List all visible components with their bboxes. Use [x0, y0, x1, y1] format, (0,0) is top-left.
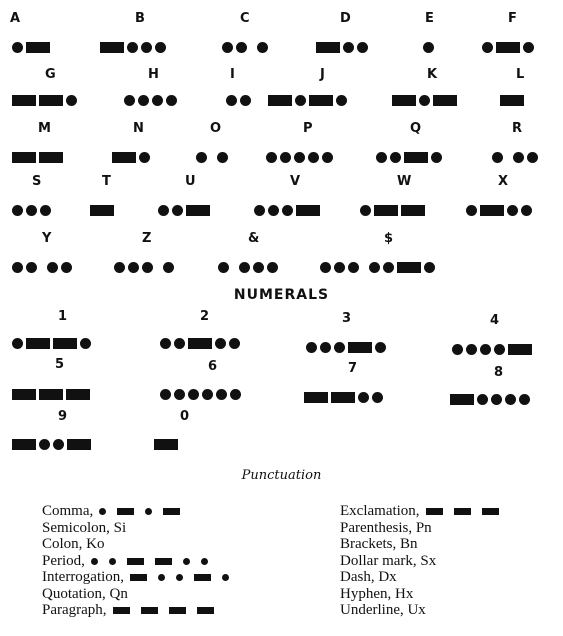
morse-dot: [423, 42, 434, 53]
morse-dot: [61, 262, 72, 273]
numeral-label: 8: [494, 365, 504, 380]
morse-dash: [500, 95, 524, 106]
morse-dash: [66, 389, 90, 400]
morse-dot: [523, 42, 534, 53]
morse-dot: [222, 574, 229, 581]
morse-dot: [26, 262, 37, 273]
morse-dot: [142, 262, 153, 273]
letter-code: [112, 150, 153, 164]
letter-label: Q: [410, 121, 422, 136]
morse-dot: [40, 205, 51, 216]
numeral-label: 6: [208, 359, 218, 374]
morse-dot: [217, 152, 228, 163]
punctuation-row: [340, 570, 397, 585]
morse-dot: [114, 262, 125, 273]
punctuation-label: Parenthesis, Pn: [340, 519, 432, 536]
morse-dot: [334, 262, 345, 273]
morse-dot: [390, 152, 401, 163]
punctuation-label: Semicolon, Si: [42, 519, 127, 536]
letter-label: G: [45, 67, 56, 82]
punctuation-row: [340, 521, 432, 536]
punctuation-label: Interrogation,: [42, 569, 125, 585]
punctuation-label: Underline, Ux: [340, 602, 426, 618]
punctuation-row: [340, 587, 413, 602]
morse-dot: [47, 262, 58, 273]
letter-label: M: [38, 121, 51, 136]
morse-dot: [188, 389, 199, 400]
punctuation-label: Quotation, Qn: [42, 585, 128, 602]
letter-label: R: [512, 121, 523, 136]
punctuation-label: Dash, Dx: [340, 569, 397, 585]
letter-code: [423, 40, 437, 54]
morse-dash: [100, 42, 124, 53]
letter-label: S: [32, 174, 42, 189]
morse-dot: [505, 394, 516, 405]
letter-code: [12, 203, 54, 217]
morse-dash: [348, 342, 372, 353]
morse-dot: [527, 152, 538, 163]
numeral-code: [160, 336, 243, 350]
morse-dot: [466, 205, 477, 216]
morse-dot: [266, 152, 277, 163]
morse-dash: [304, 392, 328, 403]
morse-dash: [39, 152, 63, 163]
morse-dot: [145, 508, 152, 515]
morse-dot: [80, 338, 91, 349]
morse-dot: [222, 42, 233, 53]
punctuation-row: [42, 570, 234, 585]
morse-dot: [138, 95, 149, 106]
morse-dash: [194, 574, 211, 581]
punctuation-code: [91, 558, 213, 565]
letter-code: [320, 260, 438, 274]
numeral-label: 4: [490, 313, 500, 328]
morse-dash: [482, 508, 499, 515]
morse-dot: [507, 205, 518, 216]
morse-dot: [172, 205, 183, 216]
morse-dot: [348, 262, 359, 273]
morse-dash: [296, 205, 320, 216]
morse-dot: [336, 95, 347, 106]
letter-label: K: [427, 67, 438, 82]
letter-label: $: [384, 231, 394, 246]
letter-label: J: [320, 67, 325, 82]
letter-code: [268, 93, 350, 107]
morse-dot: [376, 152, 387, 163]
punctuation-row: [42, 554, 213, 569]
morse-dash: [454, 508, 471, 515]
punctuation-heading: Punctuation: [241, 468, 322, 483]
numeral-code: [452, 342, 535, 356]
morse-dot: [196, 152, 207, 163]
morse-dot: [308, 152, 319, 163]
morse-dot: [306, 342, 317, 353]
numeral-label: 1: [58, 309, 68, 324]
morse-dash: [130, 574, 147, 581]
morse-dot: [267, 262, 278, 273]
letter-code: [12, 93, 80, 107]
morse-dot: [166, 95, 177, 106]
punctuation-row: [42, 537, 105, 552]
morse-dot: [158, 205, 169, 216]
morse-dot: [280, 152, 291, 163]
letter-code: [90, 203, 117, 217]
morse-dash: [163, 508, 180, 515]
morse-dot: [53, 439, 64, 450]
morse-dot: [369, 262, 380, 273]
morse-dot: [158, 574, 165, 581]
morse-dash: [450, 394, 474, 405]
morse-dot: [183, 558, 190, 565]
morse-dot: [12, 262, 23, 273]
morse-dot: [268, 205, 279, 216]
morse-dash: [39, 95, 63, 106]
morse-dash: [186, 205, 210, 216]
morse-dot: [494, 344, 505, 355]
letter-code: [196, 150, 231, 164]
letter-code: [482, 40, 537, 54]
morse-dot: [521, 205, 532, 216]
letter-label: B: [135, 11, 145, 26]
morse-dot: [477, 394, 488, 405]
morse-dash: [141, 607, 158, 614]
morse-dash: [404, 152, 428, 163]
morse-dash: [26, 42, 50, 53]
morse-dot: [39, 439, 50, 450]
morse-dash: [374, 205, 398, 216]
morse-dot: [253, 262, 264, 273]
morse-dot: [419, 95, 430, 106]
morse-dot: [141, 42, 152, 53]
letter-code: [124, 93, 180, 107]
morse-dot: [174, 338, 185, 349]
letter-code: [218, 260, 281, 274]
punctuation-label: Period,: [42, 552, 85, 569]
morse-dot: [480, 344, 491, 355]
letter-label: W: [397, 174, 412, 189]
numeral-code: [450, 392, 533, 406]
numeral-label: 9: [58, 409, 68, 424]
morse-dot: [360, 205, 371, 216]
morse-dot: [294, 152, 305, 163]
morse-dot: [383, 262, 394, 273]
letter-label: I: [230, 67, 235, 82]
morse-dash: [155, 558, 172, 565]
morse-dot: [163, 262, 174, 273]
morse-dot: [295, 95, 306, 106]
morse-dot: [176, 574, 183, 581]
morse-dash: [117, 508, 134, 515]
punctuation-code: [130, 574, 234, 581]
morse-dash: [426, 508, 443, 515]
morse-dash: [197, 607, 214, 614]
letter-code: [500, 93, 527, 107]
morse-dot: [257, 42, 268, 53]
letter-code: [376, 150, 445, 164]
numeral-code: [12, 437, 94, 451]
numeral-label: 0: [180, 409, 190, 424]
morse-dot: [201, 558, 208, 565]
punctuation-code: [113, 607, 219, 614]
punctuation-row: [42, 587, 128, 602]
numeral-code: [304, 390, 386, 404]
numerals-heading: NUMERALS: [233, 287, 330, 303]
morse-dot: [128, 262, 139, 273]
punctuation-row: [340, 554, 436, 569]
numeral-code: [160, 387, 244, 401]
morse-dot: [12, 205, 23, 216]
morse-dot: [452, 344, 463, 355]
morse-dash: [316, 42, 340, 53]
punctuation-row: [340, 504, 504, 519]
morse-dot: [160, 338, 171, 349]
letter-code: [222, 40, 271, 54]
punctuation-row: [340, 603, 426, 618]
morse-dash: [112, 152, 136, 163]
morse-dot: [226, 95, 237, 106]
punctuation-row: [42, 504, 185, 519]
letter-label: A: [10, 11, 21, 26]
letter-label: Z: [142, 231, 152, 246]
numeral-code: [154, 437, 181, 451]
letter-label: P: [303, 121, 313, 136]
punctuation-label: Exclamation,: [340, 503, 420, 519]
morse-dash: [113, 607, 130, 614]
morse-dot: [218, 262, 229, 273]
morse-dot: [491, 394, 502, 405]
morse-dash: [12, 439, 36, 450]
morse-dash: [39, 389, 63, 400]
letter-code: [492, 150, 541, 164]
letter-label: V: [290, 174, 301, 189]
punctuation-row: [340, 537, 417, 552]
morse-dot: [375, 342, 386, 353]
morse-dash: [26, 338, 50, 349]
morse-dash: [154, 439, 178, 450]
morse-dash: [169, 607, 186, 614]
morse-dash: [480, 205, 504, 216]
letter-label: D: [340, 11, 351, 26]
morse-dash: [67, 439, 91, 450]
morse-dot: [109, 558, 116, 565]
morse-dot: [513, 152, 524, 163]
morse-dot: [236, 42, 247, 53]
morse-dash: [90, 205, 114, 216]
punctuation-label: Hyphen, Hx: [340, 585, 414, 602]
letter-code: [466, 203, 535, 217]
morse-dot: [230, 389, 241, 400]
letter-label: U: [185, 174, 196, 189]
morse-dot: [320, 342, 331, 353]
morse-dash: [397, 262, 421, 273]
morse-dash: [401, 205, 425, 216]
numeral-label: 7: [348, 361, 358, 376]
numeral-label: 3: [342, 311, 352, 326]
punctuation-label: Colon, Ko: [42, 536, 105, 552]
numeral-label: 5: [55, 357, 65, 372]
morse-dash: [12, 152, 36, 163]
punctuation-code: [99, 508, 185, 515]
letter-code: [158, 203, 213, 217]
numeral-code: [12, 387, 93, 401]
morse-dot: [99, 508, 106, 515]
letter-label: T: [102, 174, 111, 189]
morse-dot: [431, 152, 442, 163]
morse-dot: [155, 42, 166, 53]
letter-code: [12, 150, 66, 164]
numeral-code: [306, 340, 389, 354]
letter-label: &: [248, 231, 260, 246]
morse-dash: [12, 95, 36, 106]
letter-label: X: [498, 174, 509, 189]
punctuation-row: [42, 603, 219, 618]
morse-dot: [322, 152, 333, 163]
morse-dash: [53, 338, 77, 349]
punctuation-code: [426, 508, 504, 515]
letter-code: [114, 260, 177, 274]
morse-dot: [152, 95, 163, 106]
letter-code: [316, 40, 371, 54]
letter-label: Y: [42, 231, 52, 246]
letter-code: [100, 40, 169, 54]
punctuation-label: Brackets, Bn: [340, 536, 418, 552]
morse-dot: [215, 338, 226, 349]
letter-code: [266, 150, 336, 164]
morse-dot: [357, 42, 368, 53]
numeral-label: 2: [200, 309, 210, 324]
morse-dash: [12, 389, 36, 400]
morse-dash: [508, 344, 532, 355]
letter-code: [12, 260, 75, 274]
morse-dash: [309, 95, 333, 106]
morse-dot: [160, 389, 171, 400]
letter-code: [226, 93, 254, 107]
morse-dot: [139, 152, 150, 163]
morse-dash: [496, 42, 520, 53]
morse-dash: [392, 95, 416, 106]
letter-label: H: [148, 67, 159, 82]
morse-dot: [372, 392, 383, 403]
morse-dot: [282, 205, 293, 216]
morse-dot: [174, 389, 185, 400]
letter-label: N: [133, 121, 144, 136]
morse-dot: [519, 394, 530, 405]
letter-label: E: [425, 11, 434, 26]
numeral-code: [12, 336, 94, 350]
morse-dot: [424, 262, 435, 273]
letter-label: O: [210, 121, 222, 136]
letter-code: [392, 93, 460, 107]
morse-dot: [343, 42, 354, 53]
morse-dot: [26, 205, 37, 216]
morse-dash: [188, 338, 212, 349]
morse-dash: [331, 392, 355, 403]
letter-label: F: [508, 11, 517, 26]
punctuation-label: Comma,: [42, 503, 94, 519]
morse-dot: [216, 389, 227, 400]
morse-dash: [127, 558, 144, 565]
morse-dash: [268, 95, 292, 106]
morse-dot: [127, 42, 138, 53]
punctuation-row: [42, 521, 126, 536]
morse-dot: [66, 95, 77, 106]
morse-dot: [254, 205, 265, 216]
punctuation-label: Dollar mark, Sx: [340, 552, 437, 569]
morse-dot: [492, 152, 503, 163]
letter-code: [360, 203, 428, 217]
morse-dot: [229, 338, 240, 349]
morse-dot: [12, 42, 23, 53]
letter-code: [12, 40, 53, 54]
punctuation-label: Paragraph,: [42, 602, 107, 618]
morse-dot: [358, 392, 369, 403]
morse-dot: [482, 42, 493, 53]
morse-dot: [320, 262, 331, 273]
morse-dot: [466, 344, 477, 355]
morse-dot: [202, 389, 213, 400]
morse-dot: [239, 262, 250, 273]
morse-dot: [240, 95, 251, 106]
morse-dot: [334, 342, 345, 353]
morse-dash: [433, 95, 457, 106]
letter-code: [254, 203, 323, 217]
letter-label: L: [516, 67, 525, 82]
morse-dot: [124, 95, 135, 106]
letter-label: C: [240, 11, 250, 26]
morse-dot: [91, 558, 98, 565]
morse-dot: [12, 338, 23, 349]
